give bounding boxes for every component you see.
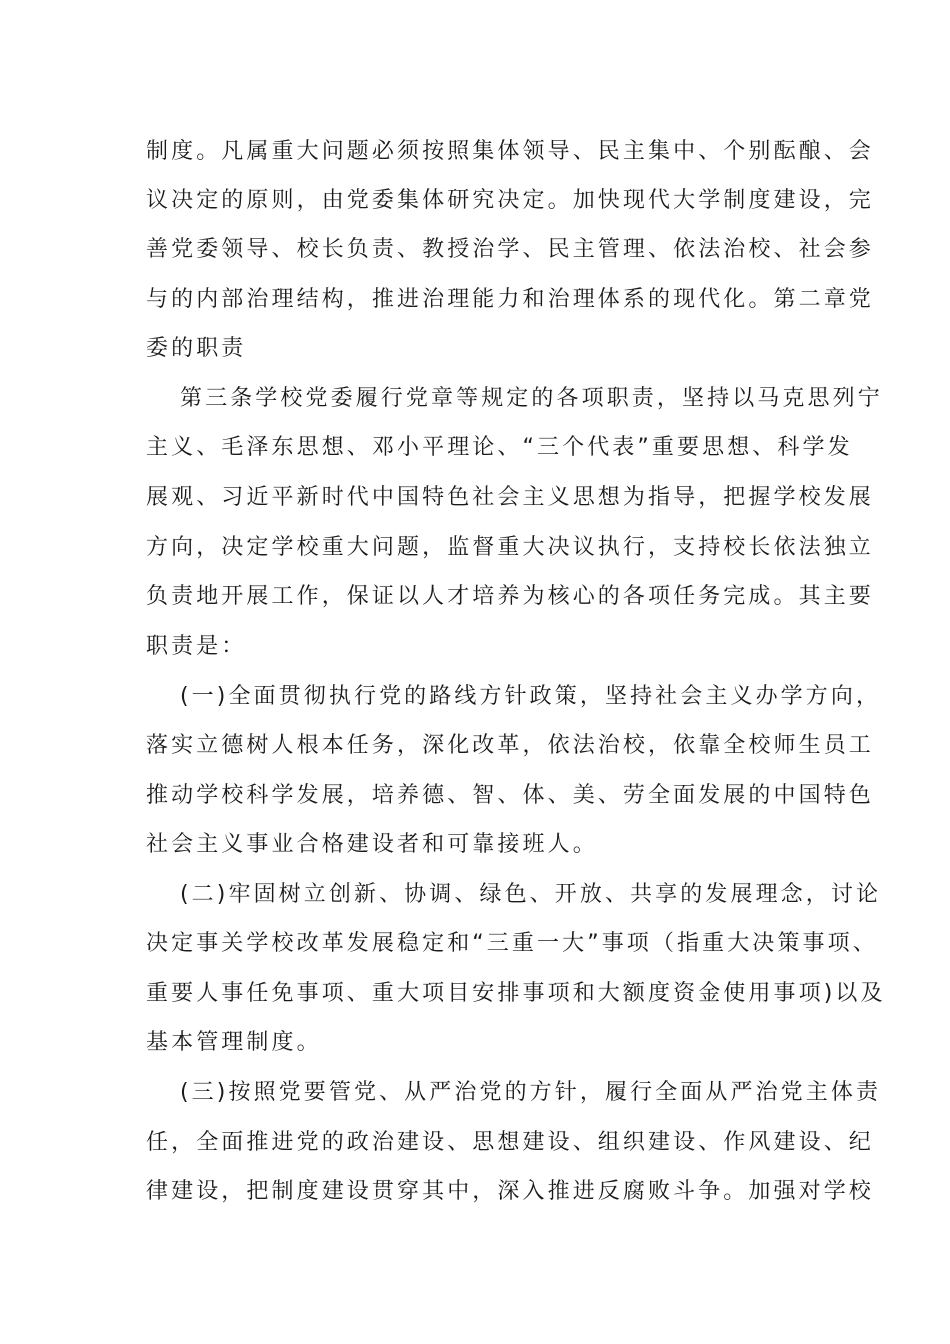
text-line: 社会主义事业合格建设者和可靠接班人。 xyxy=(146,832,598,857)
text-line: 落实立德树人根本任务，深化改革，依法治校，依靠全校师生员工 xyxy=(146,733,874,758)
text-line: 重要人事任免事项、重大项目安排事项和大额度资金使用事项)以及 xyxy=(146,981,886,1006)
text-line: 基本管理制度。 xyxy=(146,1030,322,1055)
text-line: 第三条学校党委履行党章等规定的各项职责，坚持以马克思列宁 xyxy=(180,386,883,411)
text-line: 职责是： xyxy=(146,634,247,659)
text-line: 与的内部治理结构，推进治理能力和治理体系的现代化。第二章党 xyxy=(146,287,874,312)
text-line: 主义、毛泽东思想、邓小平理论、“三个代表”重要思想、科学发 xyxy=(146,435,853,460)
text-line: 任，全面推进党的政治建设、思想建设、组织建设、作风建设、纪 xyxy=(146,1130,874,1155)
text-line: 议决定的原则，由党委集体研究决定。加快现代大学制度建设，完 xyxy=(146,188,874,213)
text-line: (一)全面贯彻执行党的路线方针政策，坚持社会主义办学方向， xyxy=(180,684,882,709)
text-line: 善党委领导、校长负责、教授治学、民主管理、依法治校、社会参 xyxy=(146,237,874,262)
text-line: 方向，决定学校重大问题，监督重大决议执行，支持校长依法独立 xyxy=(146,535,874,560)
text-line: 推动学校科学发展，培养德、智、体、美、劳全面发展的中国特色 xyxy=(146,783,874,808)
text-line: 展观、习近平新时代中国特色社会主义思想为指导，把握学校发展 xyxy=(146,485,874,510)
text-line: 决定事关学校改革发展稳定和“三重一大”事项（指重大决策事项、 xyxy=(146,931,878,956)
text-line: 制度。凡属重大问题必须按照集体领导、民主集中、个别酝酿、会 xyxy=(146,139,874,164)
text-line: 律建设，把制度建设贯穿其中，深入推进反腐败斗争。加强对学校 xyxy=(146,1179,874,1204)
text-line: 负责地开展工作，保证以人才培养为核心的各项任务完成。其主要 xyxy=(146,584,874,609)
text-line: 委的职责 xyxy=(146,336,247,361)
text-line: (三)按照党要管党、从严治党的方针，履行全面从严治党主体责 xyxy=(180,1080,882,1105)
text-line: (二)牢固树立创新、协调、绿色、开放、共享的发展理念，讨论 xyxy=(180,882,882,907)
